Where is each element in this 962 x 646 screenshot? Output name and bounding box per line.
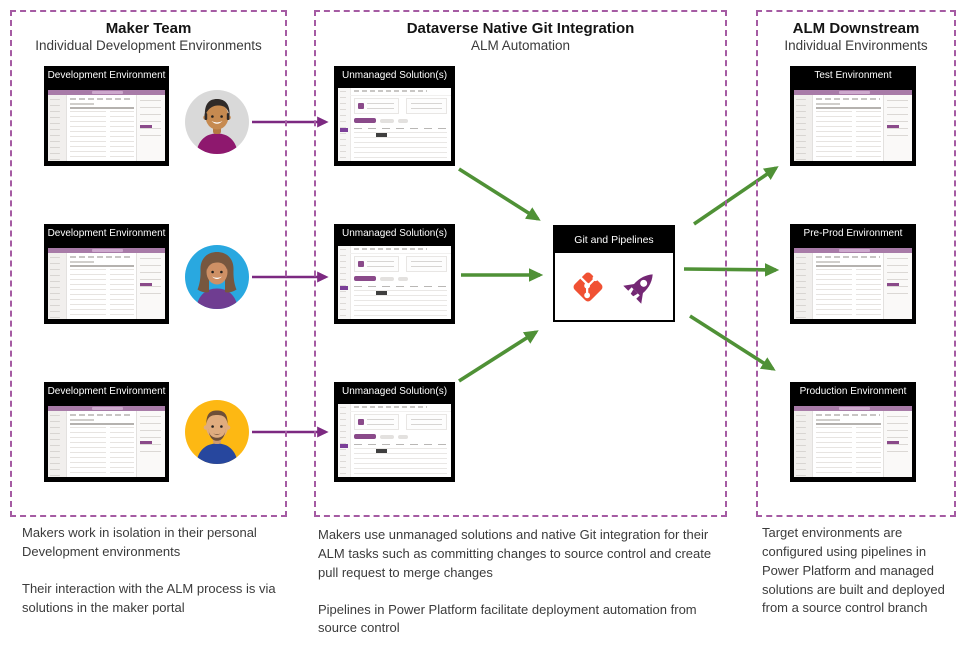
app-view-selector [70,419,94,421]
new-button [354,434,376,439]
app-view-selector [816,103,840,105]
solution-table-rows [354,132,447,159]
app-grid-area [66,95,137,161]
app-table-header [70,107,134,109]
solution-info-card [354,414,399,430]
panel-subtitle: ALM Automation [470,38,571,53]
app-command-bar [70,98,134,100]
model-driven-app-screenshot [794,406,912,477]
unmanaged-solutions-box-2 [334,224,455,324]
app-search-box [839,249,870,252]
app-table-rows [856,427,881,474]
solution-nav [338,88,351,161]
note-paragraph: Makers work in isolation in their personal Development environments [22,525,257,559]
environment-box-title: Test Environment [814,70,892,81]
active-nav-item [340,444,348,448]
git-pipelines-icons [555,253,673,320]
app-view-selector [816,419,840,421]
solution-icon [358,103,364,109]
development-environment-box-1 [44,66,169,166]
solution-command-bar [350,88,451,96]
test-environment-box [790,66,916,166]
app-table-rows [856,111,881,158]
app-table-header [816,265,881,267]
app-table-header [816,423,881,425]
environment-box-title: Production Environment [799,386,907,397]
app-search-box [839,91,870,94]
solution-command-bar [350,246,451,254]
panel-title: ALM Downstream [792,20,920,37]
status-tag [887,125,899,128]
note-paragraph: Target environments are configured using pipelines in Power Platform and managed solutions are built and deployed from a source control branch [762,525,945,616]
status-tag [140,283,152,286]
unmanaged-solutions-box-1 [334,66,455,166]
solution-table-rows [354,448,447,475]
app-search-box [92,91,122,94]
app-side-panel [883,253,912,319]
model-driven-app-screenshot [794,90,912,161]
environment-box-title: Development Environment [47,228,166,239]
note-paragraph: Their interaction with the ALM process is via solutions in the maker portal [22,580,276,615]
app-search-box [92,407,122,410]
app-grid-area [812,411,884,477]
model-driven-app-screenshot [794,248,912,319]
model-driven-app-screenshot [48,248,165,319]
maker-avatar-long-hair-icon [185,245,249,309]
app-table-rows [816,111,852,158]
solution-info-card [354,256,399,272]
app-table-rows [70,427,106,474]
panel-subtitle: Individual Development Environments [35,38,262,53]
app-table-rows [110,111,134,158]
app-table-rows [110,427,134,474]
app-command-bar [816,414,880,416]
app-table-header [816,107,881,109]
status-tag [887,441,899,444]
app-sitemap-nav [48,411,67,477]
app-sitemap-nav [794,95,813,161]
app-search-box [92,249,122,252]
new-button [354,118,376,123]
app-command-bar [70,414,134,416]
app-side-panel [136,411,165,477]
model-driven-app-screenshot [48,406,165,477]
panel-subtitle: Individual Environments [784,38,928,53]
app-table-rows [70,111,106,158]
active-nav-item [340,128,348,132]
app-search-box [839,407,870,410]
app-side-panel [883,411,912,477]
solution-table-header [354,128,447,129]
status-tag [887,283,899,286]
app-sitemap-nav [48,95,67,161]
app-side-panel [136,253,165,319]
app-table-header [70,423,134,425]
solution-publisher-card [406,414,447,430]
app-table-header [70,265,134,267]
app-sitemap-nav [794,411,813,477]
panel-title: Dataverse Native Git Integration [406,20,635,37]
row-tag [376,291,387,295]
active-nav-item [340,286,348,290]
maker-avatar-dark-hair-icon [185,90,249,154]
solution-nav [338,404,351,477]
app-grid-area [66,411,137,477]
integration-notes [318,526,720,646]
app-command-bar [816,98,880,100]
maker-notes [22,524,287,635]
app-view-selector [70,103,94,105]
maker-avatar-3 [185,400,249,464]
environment-box-title: Development Environment [47,386,166,397]
production-environment-box [790,382,916,482]
app-view-selector [816,261,840,263]
rocket-icon [619,266,661,308]
status-tag [140,441,152,444]
filter-pill [380,435,394,439]
development-environment-box-3 [44,382,169,482]
filter-pill [380,119,394,123]
solution-icon [358,261,364,267]
filter-pill [398,119,408,123]
maker-avatar-beard-icon [185,400,249,464]
git-icon [567,266,609,308]
solution-info-card [354,98,399,114]
new-button [354,276,376,281]
solution-publisher-card [406,256,447,272]
solution-explorer-screenshot [338,404,451,477]
app-grid-area [812,253,884,319]
app-view-selector [70,261,94,263]
note-paragraph: Makers use unmanaged solutions and native Git integration for their ALM tasks such as committing changes to source control and create pull request to merge changes [318,527,712,580]
development-environment-box-2 [44,224,169,324]
app-table-rows [856,269,881,316]
app-grid-area [812,95,884,161]
app-side-panel [136,95,165,161]
solution-table-header [354,286,447,287]
preprod-environment-box [790,224,916,324]
solution-explorer-screenshot [338,88,451,161]
maker-avatar-1 [185,90,249,154]
status-tag [140,125,152,128]
app-table-rows [70,269,106,316]
downstream-notes [762,524,950,636]
note-paragraph: Pipelines in Power Platform facilitate deployment automation from source control [318,601,697,636]
solution-icon [358,419,364,425]
row-tag [376,449,387,453]
filter-pill [398,277,408,281]
environment-box-title: Pre-Prod Environment [803,228,903,239]
git-pipelines-box [553,225,675,322]
solution-publisher-card [406,98,447,114]
panel-title: Maker Team [105,20,192,37]
solution-box-title: Unmanaged Solution(s) [341,70,448,81]
solution-table-header [354,444,447,445]
app-side-panel [883,95,912,161]
app-command-bar [816,256,880,258]
app-grid-area [66,253,137,319]
filter-pill [398,435,408,439]
app-table-rows [110,269,134,316]
environment-box-title: Development Environment [47,70,166,81]
app-table-rows [816,427,852,474]
solution-table-rows [354,290,447,317]
solution-box-title: Unmanaged Solution(s) [341,228,448,239]
solution-command-bar [350,404,451,412]
app-sitemap-nav [48,253,67,319]
app-sitemap-nav [794,253,813,319]
model-driven-app-screenshot [48,90,165,161]
row-tag [376,133,387,137]
git-pipelines-title: Git and Pipelines [555,227,673,253]
app-command-bar [70,256,134,258]
app-table-rows [816,269,852,316]
filter-pill [380,277,394,281]
unmanaged-solutions-box-3 [334,382,455,482]
solution-explorer-screenshot [338,246,451,319]
maker-avatar-2 [185,245,249,309]
solution-box-title: Unmanaged Solution(s) [341,386,448,397]
solution-nav [338,246,351,319]
